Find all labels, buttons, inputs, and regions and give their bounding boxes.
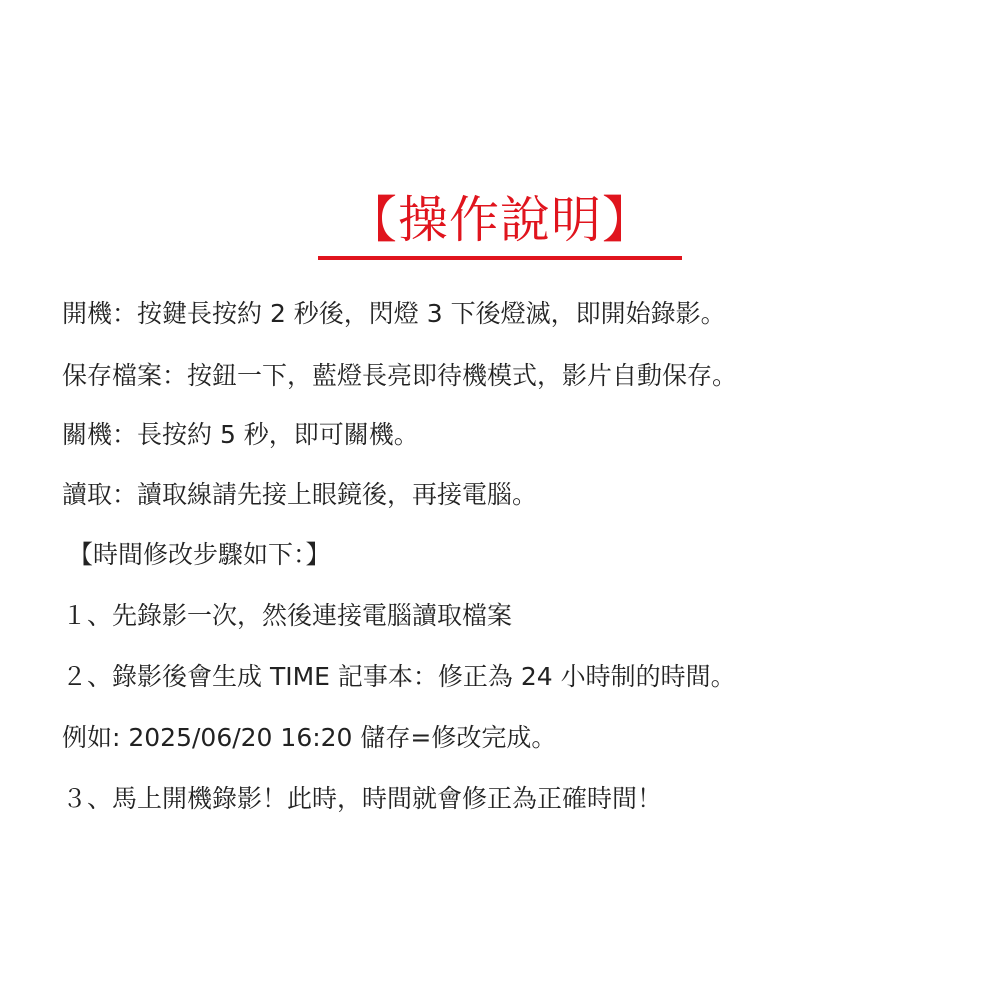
title-underline	[318, 256, 682, 260]
instruction-save-file: 保存檔案：按鈕一下，藍燈長亮即待機模式，影片自動保存。	[62, 361, 738, 390]
page-title: 【操作說明】	[347, 191, 653, 249]
time-step-2: ２、錄影後會生成 TIME 記事本：修正為 24 小時制的時間。	[62, 662, 736, 691]
time-step-3: ３、馬上開機錄影！此時，時間就會修正為正確時間！	[62, 784, 663, 813]
time-step-example: 例如: 2025/06/20 16:20 儲存=修改完成。	[62, 723, 557, 752]
time-steps-heading: 【時間修改步驟如下：】	[68, 540, 331, 569]
instruction-read: 讀取：讀取線請先接上眼鏡後，再接電腦。	[62, 480, 538, 509]
instruction-power-off: 關機：長按約 5 秒，即可關機。	[62, 420, 419, 449]
time-step-1: １、先錄影一次，然後連接電腦讀取檔案	[62, 601, 513, 630]
instruction-power-on: 開機：按鍵長按約 2 秒後，閃燈 3 下後燈滅，即開始錄影。	[62, 299, 726, 328]
